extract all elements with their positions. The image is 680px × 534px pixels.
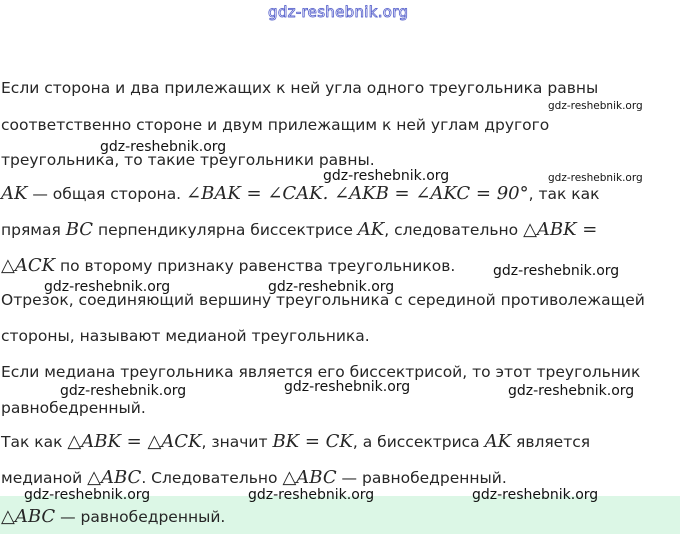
math-expression: △ABC: [282, 467, 337, 488]
watermark: gdz-reshebnik.org: [24, 487, 151, 503]
paragraph-text: , а биссектриса: [352, 433, 485, 451]
paragraph-text: — общая сторона.: [27, 185, 187, 203]
paragraph-text: стороны, называют медианой треугольника.: [1, 327, 370, 345]
math-expression: AK: [1, 183, 28, 204]
math-expression: AK: [484, 431, 512, 452]
paragraph-text: по второму признаку равенства треугольников.: [55, 257, 456, 275]
paragraph-text: . Следовательно: [141, 469, 283, 487]
text-line: [1, 116, 549, 134]
watermark: gdz-reshebnik.org: [248, 487, 375, 503]
math-expression: BK = CK: [272, 431, 353, 452]
math-expression: ∠BAK = ∠CAK. ∠AKB = ∠AKC = 90°: [186, 183, 529, 204]
paragraph-text: равнобедренный.: [1, 399, 146, 417]
math-expression: △ABK = △ACK: [67, 431, 202, 452]
paragraph-text: прямая: [1, 221, 66, 239]
math-expression: △ABK =: [523, 219, 598, 240]
watermark-top: gdz-reshebnik.org: [268, 3, 409, 21]
paragraph-text: , следовательно: [384, 221, 524, 239]
paragraph-text: перпендикулярна биссектрисе: [93, 221, 358, 239]
paragraph-text: — равнобедренный.: [336, 469, 507, 487]
math-expression: △ABC: [87, 467, 142, 488]
watermark: gdz-reshebnik.org: [548, 172, 643, 184]
text-line: [1, 79, 598, 97]
math-expression: △ABC: [1, 506, 56, 527]
text-line: [1, 255, 455, 276]
paragraph-text: — равнобедренный.: [55, 508, 226, 526]
paragraph-text: треугольника, то такие треугольники равны.: [1, 151, 375, 169]
text-line: [1, 431, 590, 452]
watermark: gdz-reshebnik.org: [268, 279, 395, 295]
watermark: gdz-reshebnik.org: [472, 487, 599, 503]
text-line: [1, 327, 370, 345]
math-expression: AK: [357, 219, 385, 240]
text-line: [1, 183, 600, 204]
text-line: [1, 467, 507, 488]
paragraph-text: медианой: [1, 469, 88, 487]
paragraph-text: , так как: [528, 185, 600, 203]
watermark: gdz-reshebnik.org: [44, 279, 171, 295]
watermark: gdz-reshebnik.org: [100, 139, 227, 155]
watermark: gdz-reshebnik.org: [284, 379, 411, 395]
watermark: gdz-reshebnik.org: [508, 383, 635, 399]
answer-line: [1, 506, 225, 527]
paragraph-text: Если сторона и два прилежащих к ней угла одного треугольника равны: [1, 79, 599, 97]
math-expression: BC: [65, 219, 94, 240]
paragraph-text: Если медиана треугольника является его биссектрисой, то этот треугольник: [1, 363, 641, 381]
watermark: gdz-reshebnik.org: [493, 263, 620, 279]
text-line: [1, 219, 597, 240]
watermark: gdz-reshebnik.org: [548, 100, 643, 112]
watermark: gdz-reshebnik.org: [323, 168, 450, 184]
paragraph-text: , значит: [201, 433, 273, 451]
paragraph-text: соответственно стороне и двум прилежащим к ней углам другого: [1, 116, 550, 134]
text-line: [1, 399, 146, 417]
watermark: gdz-reshebnik.org: [60, 383, 187, 399]
paragraph-text: Так как: [1, 433, 68, 451]
paragraph-text: является: [511, 433, 591, 451]
paragraph-text: Отрезок, соединяющий вершину треугольника с серединой противолежащей: [1, 291, 645, 309]
math-expression: △ACK: [1, 255, 56, 276]
